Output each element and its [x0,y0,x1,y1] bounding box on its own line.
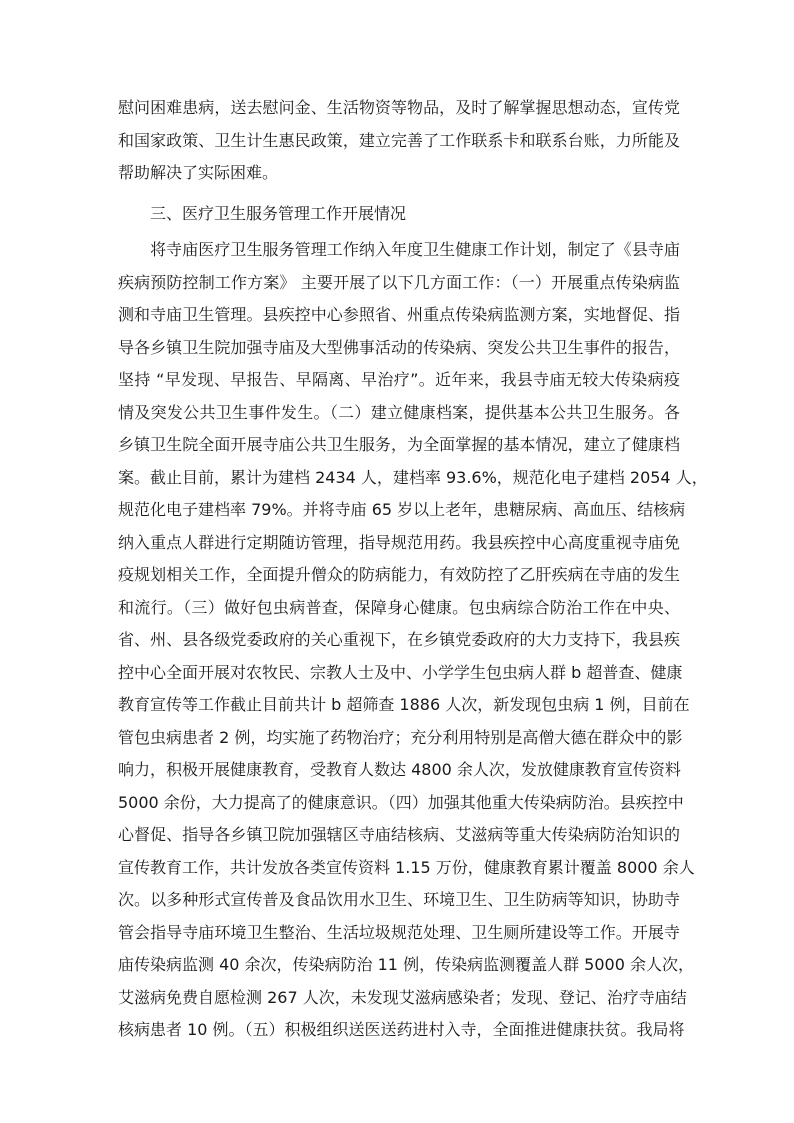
paragraph-line: 庙传染病监测 40 余次，传染病防治 11 例，传染病监测覆盖人群 5000 余人次， [118,955,694,974]
paragraph-line: 乡镇卫生院全面开展寺庙公共卫生服务，为全面掌握的基本情况，建立了健康档 [118,435,680,454]
paragraph-line: 5000 余份，大力提高了的健康意识。（四）加强其他重大传染病防治。县疾控中 [118,792,684,812]
paragraph-line: 坚持 “早发现、早报告、早隔离、早治疗”。近年来，我县寺庙无较大传染病疫 [118,370,680,389]
paragraph-line: 将寺庙医疗卫生服务管理工作纳入年度卫生健康工作计划，制定了《县寺庙 [118,240,680,259]
paragraph-line: 和国家政策、卫生计生惠民政策，建立完善了工作联系卡和联系台账，力所能及 [118,130,680,150]
paragraph-line: 管会指导寺庙环境卫生整治、生活垃圾规范处理、卫生厕所建设等工作。开展寺 [118,922,680,942]
paragraph-line: 案。截止目前，累计为建档 2434 人，建档率 93.6%，规范化电子建档 2054 人， [118,467,708,487]
paragraph-1 [118,92,680,190]
document-page [118,92,708,1047]
paragraph-line: 艾滋病免费自愿检测 267 人次，未发现艾滋病感染者；发现、登记、治疗寺庙结 [118,987,687,1007]
paragraph-line: 和流行。（三）做好包虫病普查，保障身心健康。包虫病综合防治工作在中央、 [118,597,680,617]
paragraph-line: 心督促、指导各乡镇卫院加强辖区寺庙结核病、艾滋病等重大传染病防治知识的 [118,825,680,844]
paragraph-line: 慰问困难患病，送去慰问金、生活物资等物品，及时了解掌握思想动态，宣传党 [118,98,680,117]
paragraph-line: 测和寺庙卫生管理。县疾控中心参照省、州重点传染病监测方案，实地督促、指 [118,305,680,324]
paragraph-line: 管包虫病患者 2 例，均实施了药物治疗；充分利用特别是高僧大德在群众中的影 [118,727,683,747]
paragraph-line: 省、州、县各级党委政府的关心重视下，在乡镇党委政府的大力支持下，我县疾 [118,630,680,649]
paragraph-line: 次。以多种形式宣传普及食品饮用水卫生、环境卫生、卫生防病等知识，协助寺 [118,890,680,909]
paragraph-line: 宣传教育工作，共计发放各类宣传资料 1.15 万份，健康教育累计覆盖 8000 余人 [118,857,695,877]
paragraph-line: 疫规划相关工作，全面提升僧众的防病能力，有效防控了乙肝疾病在寺庙的发生 [118,565,680,584]
paragraph-line: 纳入重点人群进行定期随访管理，指导规范用药。我县疾控中心高度重视寺庙免 [118,532,680,552]
paragraph-line: 帮助解决了实际困难。 [118,163,279,182]
paragraph-line: 教育宣传等工作截止目前共计 b 超筛查 1886 人次，新发现包虫病 1 例，目前在 [118,695,690,714]
paragraph-line: 响力，积极开展健康教育，受教育人数达 4800 余人次，发放健康教育宣传资料 [118,760,681,779]
paragraph-line: 导各乡镇卫生院加强寺庙及大型佛事活动的传染病、突发公共卫生事件的报告， [118,337,680,357]
paragraph-line: 控中心全面开展对农牧民、宗教人士及中、小学学生包虫病人群 b 超普查、健康 [118,662,683,682]
paragraph-line: 核病患者 10 例。（五）积极组织送医送药进村入寺，全面推进健康扶贫。我局将 [118,1020,685,1039]
paragraph-2 [118,234,708,1047]
paragraph-line: 疾病预防控制工作方案》 主要开展了以下几方面工作：（一）开展重点传染病监 [118,272,680,292]
paragraph-line: 规范化电子建档率 79%。并将寺庙 65 岁以上老年，患糖尿病、高血压、结核病 [118,500,686,519]
paragraph-line: 情及突发公共卫生事件发生。（二）建立健康档案，提供基本公共卫生服务。各 [118,402,680,422]
section-heading: 三、医疗卫生服务管理工作开展情况 [150,203,407,223]
